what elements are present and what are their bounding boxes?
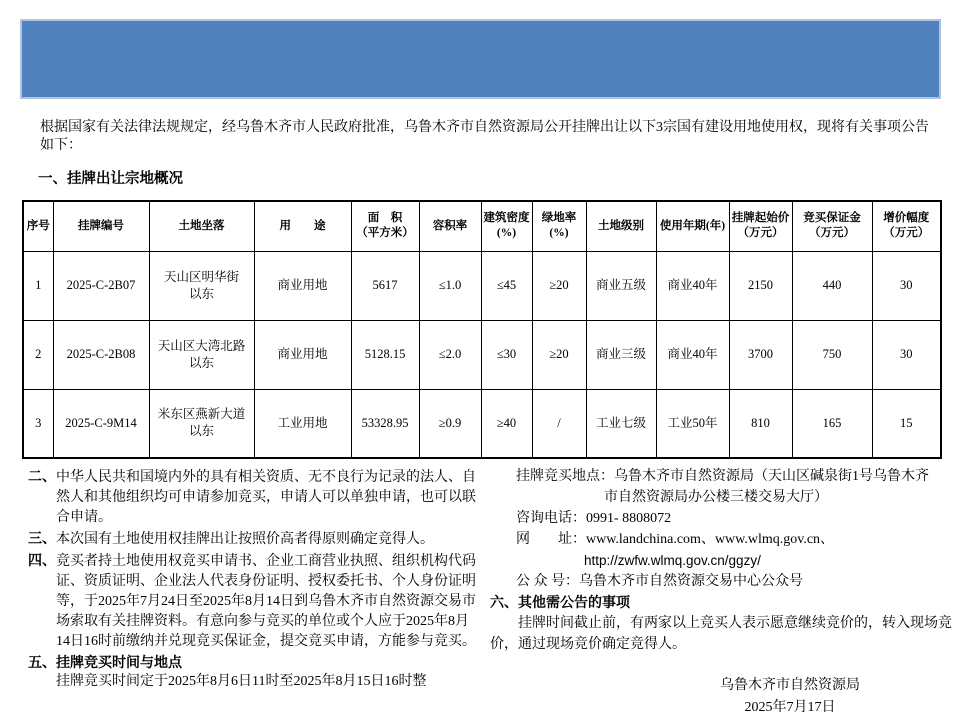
website-line: 网 址：www.landchina.com、www.wlmq.gov.cn、 [516,532,835,547]
section-3-text: 本次国有土地使用权挂牌出让按照价高者得原则确定竞得人。 [56,532,434,547]
table-cell: 商业五级 [586,251,656,320]
header-banner [20,19,941,99]
column-header-land-grade: 土地级别 [586,201,656,251]
table-cell: 米东区燕新大道 以东 [149,389,254,458]
table-cell: 53328.95 [351,389,419,458]
table-cell: 工业七级 [586,389,656,458]
table-row [23,320,941,389]
table-cell: 工业用地 [254,389,351,458]
intro-paragraph: 根据国家有关法律法规规定，经乌鲁木齐市人民政府批准，乌鲁木齐市自然资源局公开挂牌出让以下3宗国有建设用地使用权，现将有关事项公告如下： [40,120,929,153]
parcel-table [22,200,942,459]
table-cell: ≥20 [532,320,586,389]
phone-line: 咨询电话：0991- 8808072 [516,511,672,526]
table-row [23,251,941,320]
column-header-area: 面 积 （平方米） [351,201,419,251]
section-1-heading: 一、挂牌出让宗地概况 [38,171,183,187]
column-header-term: 使用年期(年) [656,201,729,251]
section-6-heading: 六、其他需公告的事项 [490,594,630,610]
table-cell: 3700 [729,320,792,389]
table-cell: 5128.15 [351,320,419,389]
table-cell: ≤1.0 [419,251,481,320]
column-header-index: 序号 [23,201,53,251]
table-cell: 商业用地 [254,251,351,320]
table-header-row [23,201,941,251]
auction-location-line2: 市自然资源局办公楼三楼交易大厅） [604,490,828,505]
table-cell: / [532,389,586,458]
table-cell: ≥0.9 [419,389,481,458]
table-cell: 商业40年 [656,251,729,320]
website-url-line: http://zwfw.wlmq.gov.cn/ggzy/ [584,553,761,568]
table-cell: 天山区明华街 以东 [149,251,254,320]
table-cell: 440 [792,251,872,320]
table-cell: 2025-C-2B07 [53,251,149,320]
table-cell: ≥20 [532,251,586,320]
table-cell: 165 [792,389,872,458]
table-cell: ≤2.0 [419,320,481,389]
table-cell: ≤30 [481,320,532,389]
section-6-text: 挂牌时间截止前，有两家以上竞买人表示愿意继续竞价的，转入现场竞价，通过现场竞价确定竞得人。 [490,616,952,652]
left-column [28,466,480,719]
table-cell: 30 [872,251,941,320]
table-cell: 2025-C-9M14 [53,389,149,458]
table-cell: 商业用地 [254,320,351,389]
table-cell: 30 [872,320,941,389]
right-column [490,466,960,719]
section-3-label: 三、 [28,530,56,546]
section-5-text: 挂牌竞买时间定于2025年8月6日11时至2025年8月15日16时整 [56,674,427,689]
column-header-building-density: 建筑密度 (%) [481,201,532,251]
table-cell: 天山区大湾北路 以东 [149,320,254,389]
section-3 [28,528,480,550]
table-cell: 2150 [729,251,792,320]
section-2 [28,466,480,528]
signature-org: 乌鲁木齐市自然资源局 [720,678,860,693]
table-cell: 2 [23,320,53,389]
table-cell: 3 [23,389,53,458]
section-4-text: 竞买者持土地使用权竞买申请书、企业工商营业执照、组织机构代码证、资质证明、企业法人代表身份证明、授权委托书、个人身份证明等，于2025年7月24日至2025年8月14日到乌鲁木齐市自然资源交易市场索取有关挂牌资料。有意向参与竞买的单位或个人应于2025年8月14日16时前缴纳并兑现竞买保证金，提交竞买申请，方能参与竞买。 [56,554,476,649]
column-header-green-rate: 绿地率 (%) [532,201,586,251]
table-cell: 商业三级 [586,320,656,389]
section-2-text: 中华人民共和国境内外的具有相关资质、无不良行为记录的法人、自然人和其他组织均可申请参加竞买，申请人可以单独申请，也可以联合申请。 [56,470,476,525]
column-header-listing-no: 挂牌编号 [53,201,149,251]
column-header-location: 土地坐落 [149,201,254,251]
table-cell: 2025-C-2B08 [53,320,149,389]
section-4-label: 四、 [28,552,56,568]
table-cell: 商业40年 [656,320,729,389]
table-cell: ≥40 [481,389,532,458]
table-cell: 810 [729,389,792,458]
table-cell: 1 [23,251,53,320]
section-4 [28,550,480,652]
signature-block [640,675,940,719]
table-cell: 15 [872,389,941,458]
table-cell: 5617 [351,251,419,320]
column-header-start-price: 挂牌起始价 （万元） [729,201,792,251]
table-cell: 750 [792,320,872,389]
column-header-increment: 增价幅度 （万元） [872,201,941,251]
lower-content [28,466,960,719]
auction-location-line: 挂牌竞买地点：乌鲁木齐市自然资源局（天山区碱泉街1号乌鲁木齐 [516,469,929,484]
table-cell: ≤45 [481,251,532,320]
section-5-heading: 五、挂牌竞买时间与地点 [28,654,182,670]
table-row [23,389,941,458]
column-header-use: 用 途 [254,201,351,251]
public-account-line: 公 众 号：乌鲁木齐市自然资源交易中心公众号 [516,574,803,589]
signature-date: 2025年7月17日 [744,700,836,715]
column-header-deposit: 竞买保证金 （万元） [792,201,872,251]
section-2-label: 二、 [28,468,56,484]
table-cell: 工业50年 [656,389,729,458]
column-header-plot-ratio: 容积率 [419,201,481,251]
